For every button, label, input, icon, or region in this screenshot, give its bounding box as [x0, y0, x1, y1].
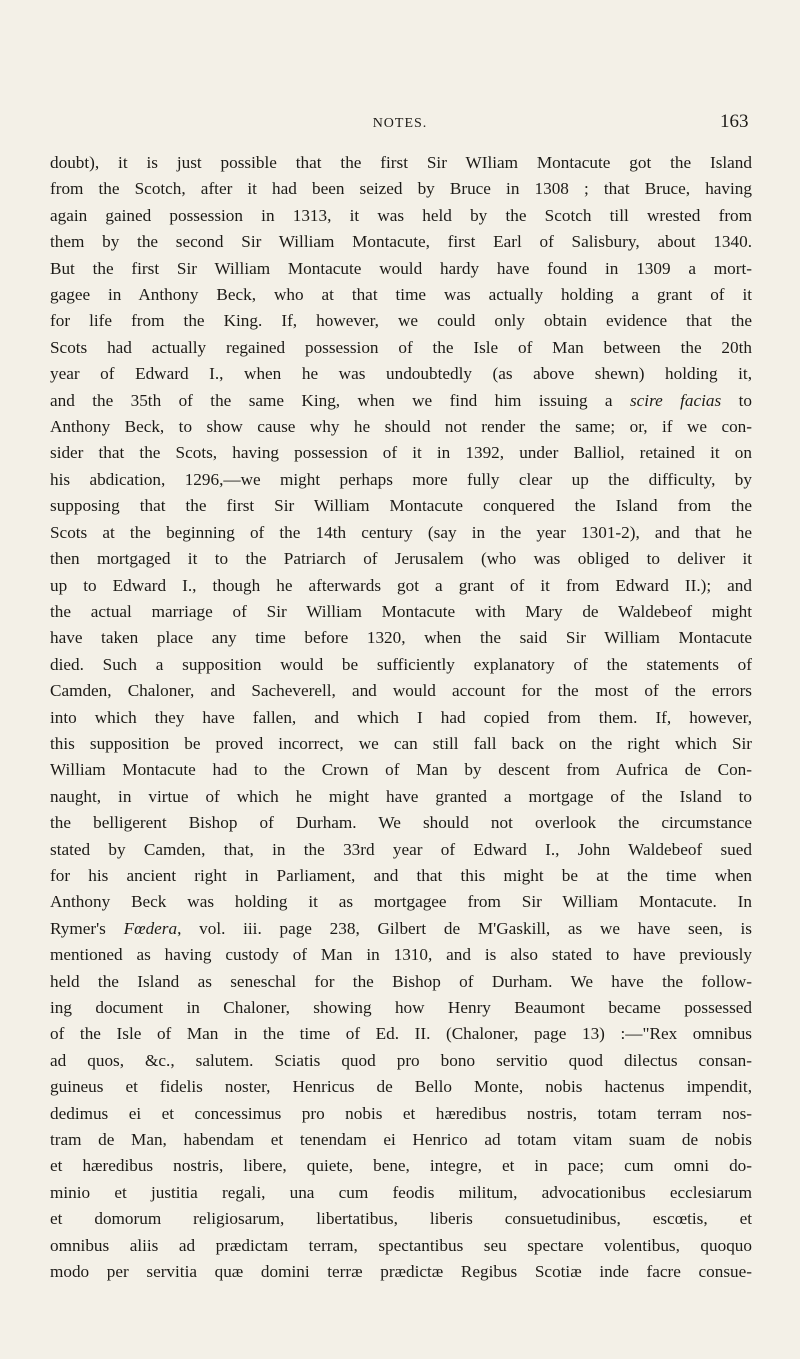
text-line: then mortgaged it to the Patriarch of Jerusalem (who was obliged to deliver it [50, 549, 752, 569]
text-line: Anthony Beck, to show cause why he should not render the same; or, if we con- [50, 417, 752, 437]
text-line: his abdication, 1296,—we might perhaps more fully clear up the difficulty, by [50, 469, 752, 489]
text-line: of the Isle of Man in the time of Ed. II. (Chaloner, page 13) :—"Rex omnibus [50, 1024, 752, 1044]
text-line: ad quos, &c., salutem. Sciatis quod pro bono servitio quod dilectus consan- [50, 1050, 752, 1070]
text-line: this supposition be proved incorrect, we can still fall back on the right which Sir [50, 733, 752, 753]
text-line: tram de Man, habendam et tenendam ei Henrico ad totam vitam suam de nobis [50, 1130, 752, 1150]
text-line: the actual marriage of Sir William Montacute with Mary de Waldebeof might [50, 601, 752, 621]
text-line: stated by Camden, that, in the 33rd year of Edward I., John Waldebeof sued [50, 839, 752, 859]
text-line: them by the second Sir William Montacute, first Earl of Salisbury, about 1340. [50, 232, 752, 252]
text-line: modo per servitia quæ domini terræ prædictæ Regibus Scotiæ inde facre consue- [50, 1262, 752, 1282]
text-line: have taken place any time before 1320, when the said Sir William Montacute [50, 628, 752, 648]
text-line: Rymer's Fœdera, vol. iii. page 238, Gilbert de M'Gaskill, as we have seen, is [50, 918, 752, 938]
text-line: et domorum religiosarum, libertatibus, liberis consuetudinibus, escœtis, et [50, 1209, 752, 1229]
italic-phrase: scire facias [629, 390, 722, 410]
text-line: year of Edward I., when he was undoubtedly (as above shewn) holding it, [50, 364, 752, 384]
text-line: from the Scotch, after it had been seized by Bruce in 1308 ; that Bruce, having [50, 179, 752, 199]
italic-phrase: Fœdera [123, 918, 178, 938]
text-line: guineus et fidelis noster, Henricus de Bello Monte, nobis hactenus impendit, [50, 1077, 752, 1097]
page-number: 163 [720, 111, 749, 132]
text-line: into which they have fallen, and which I had copied from them. If, however, [50, 707, 752, 727]
text-line: gagee in Anthony Beck, who at that time was actually holding a grant of it [50, 285, 752, 305]
text-line: Anthony Beck was holding it as mortgagee from Sir William Montacute. In [50, 892, 752, 912]
text-line: Scots had actually regained possession of the Isle of Man between the 20th [50, 337, 752, 357]
text-line: the belligerent Bishop of Durham. We should not overlook the circumstance [50, 813, 752, 833]
running-head: NOTES. [372, 116, 428, 131]
text-line: William Montacute had to the Crown of Man by descent from Aufrica de Con- [50, 760, 752, 780]
text-line: But the first Sir William Montacute would hardy have found in 1309 a mort- [50, 258, 752, 278]
text-line: supposing that the first Sir William Montacute conquered the Island from the [50, 496, 752, 516]
text-line: mentioned as having custody of Man in 1310, and is also stated to have previously [50, 945, 752, 965]
text-line: Scots at the beginning of the 14th century (say in the year 1301-2), and that he [50, 522, 752, 542]
text-line: up to Edward I., though he afterwards got a grant of it from Edward II.); and [50, 575, 752, 595]
text-line: held the Island as seneschal for the Bishop of Durham. We have the follow- [50, 971, 752, 991]
text-line: ing document in Chaloner, showing how Henry Beaumont became possessed [50, 998, 752, 1017]
text-line: Camden, Chaloner, and Sacheverell, and would account for the most of the errors [50, 681, 752, 701]
text-line: sider that the Scots, having possession of it in 1392, under Balliol, retained it on [50, 443, 752, 463]
text-line: died. Such a supposition would be sufficiently explanatory of the statements of [50, 654, 752, 674]
text-line: omnibus aliis ad prædictam terram, spectantibus seu spectare volentibus, quoquo [50, 1235, 752, 1255]
text-line: again gained possession in 1313, it was held by the Scotch till wrested from [50, 205, 752, 225]
text-line: dedimus ei et concessimus pro nobis et hæredibus nostris, totam terram nos- [50, 1103, 752, 1123]
text-line: for his ancient right in Parliament, and that this might be at the time when [50, 865, 752, 885]
text-line: minio et justitia regali, una cum feodis militum, advocationibus ecclesiarum [50, 1182, 752, 1202]
text-line: and the 35th of the same King, when we find him issuing a scire facias to [50, 390, 752, 410]
body-text [50, 150, 752, 1285]
text-line: et hæredibus nostris, libere, quiete, bene, integre, et in pace; cum omni do- [50, 1156, 752, 1176]
text-line: doubt), it is just possible that the first Sir WIliam Montacute got the Island [50, 153, 752, 172]
text-line: for life from the King. If, however, we could only obtain evidence that the [50, 311, 752, 331]
text-line: naught, in virtue of which he might have granted a mortgage of the Island to [50, 786, 752, 806]
